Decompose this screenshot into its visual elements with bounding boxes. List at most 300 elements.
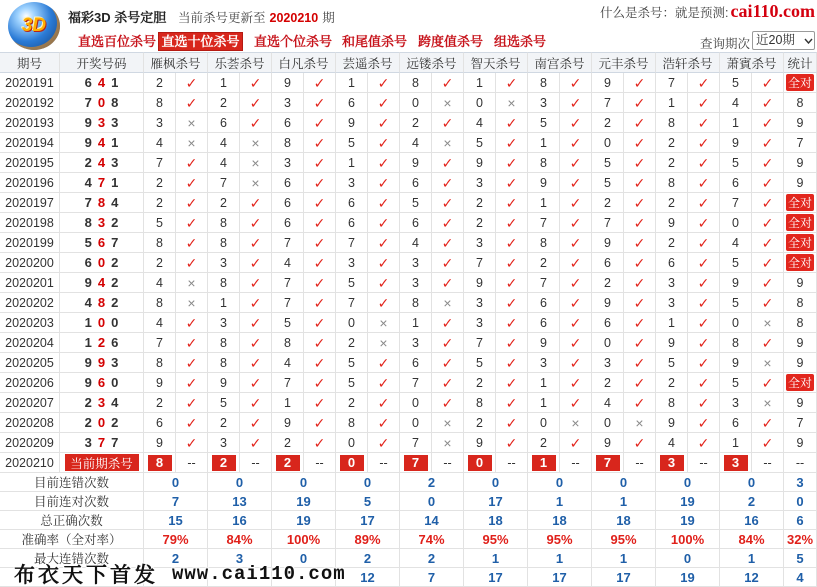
kill-cell: [464, 433, 496, 453]
current-kill-number: 0: [340, 455, 364, 471]
stats-value-cell: [592, 511, 656, 530]
stats-value-cell: [656, 549, 720, 568]
stats-value-cell: [464, 473, 528, 492]
check-icon: ✓: [185, 354, 198, 371]
mark-cell: [432, 133, 464, 153]
chevron-down-icon: [802, 32, 814, 49]
check-icon: ✓: [505, 254, 518, 271]
stats-value-cell: [400, 549, 464, 568]
stats-value: 0: [555, 474, 564, 490]
check-icon: ✓: [697, 174, 710, 191]
kill-cell: [464, 373, 496, 393]
kill-cell: [208, 93, 240, 113]
mark-cell: [432, 153, 464, 173]
issue-cell: 2020191: [0, 73, 60, 93]
update-status: [178, 8, 335, 26]
check-icon: ✓: [249, 394, 262, 411]
tab-hundreds-kill[interactable]: 直选百位杀号: [78, 34, 157, 49]
stats-value-cell: [144, 492, 208, 511]
check-icon: ✓: [441, 354, 454, 371]
stat-cell: [784, 253, 817, 273]
mark-cell: [176, 233, 208, 253]
check-icon: ✓: [633, 254, 646, 271]
mark-cell: [688, 293, 720, 313]
check-icon: ✓: [697, 154, 710, 171]
mark-cell: [368, 393, 400, 413]
mark-cell: [240, 193, 272, 213]
kill-cell: [400, 73, 432, 93]
check-icon: ✓: [569, 234, 582, 251]
kill-number: 3: [668, 295, 675, 310]
kill-cell: [272, 73, 304, 93]
mark-cell: [688, 393, 720, 413]
cross-icon: ×: [187, 274, 196, 291]
kill-cell: [144, 413, 176, 433]
kill-cell: [592, 73, 624, 93]
update-prefix: 当前杀号更新至: [178, 11, 266, 25]
kill-number: 9: [732, 355, 739, 370]
kill-cell: [336, 153, 368, 173]
draw-digit: 2: [84, 155, 92, 170]
mark-cell: [368, 153, 400, 173]
table-row: [0, 213, 817, 233]
draw-cell: [60, 113, 144, 133]
kill-number: 4: [732, 95, 739, 110]
check-icon: ✓: [441, 154, 454, 171]
logo-text: 3D: [21, 15, 47, 36]
mark-cell: [176, 153, 208, 173]
current-kill-number: 3: [724, 455, 748, 471]
mark-cell: [752, 413, 784, 433]
mark-cell: [304, 173, 336, 193]
mark-cell: [560, 373, 592, 393]
kill-cell: [720, 293, 752, 313]
stats-value-cell: [528, 511, 592, 530]
stats-value: 0: [683, 474, 692, 490]
draw-digit: 5: [84, 235, 92, 250]
kill-cell: [336, 93, 368, 113]
draw-digit: 1: [111, 175, 119, 190]
mark-cell: [752, 313, 784, 333]
mark-cell: [688, 433, 720, 453]
kill-cell: [528, 433, 560, 453]
check-icon: ✓: [569, 194, 582, 211]
mark-cell: [752, 153, 784, 173]
mark-cell: [752, 373, 784, 393]
kill-number: 5: [476, 355, 483, 370]
stats-value: 12: [744, 569, 759, 585]
kill-number: 3: [476, 295, 483, 310]
stats-value: 0: [491, 474, 500, 490]
stats-value-cell: [592, 549, 656, 568]
stats-value: 17: [488, 569, 503, 585]
kill-number: 5: [668, 355, 675, 370]
draw-digit: 8: [111, 95, 119, 110]
mark-cell: [688, 113, 720, 133]
kill-cell: [720, 433, 752, 453]
mark-cell: [240, 273, 272, 293]
kill-cell: [208, 173, 240, 193]
check-icon: ✓: [377, 374, 390, 391]
kill-number: 1: [540, 375, 547, 390]
kill-number: 0: [540, 415, 547, 430]
mark-cell: [560, 113, 592, 133]
kill-cell: [528, 393, 560, 413]
check-icon: ✓: [569, 334, 582, 351]
kill-number: 8: [540, 75, 547, 90]
table-row: [0, 193, 817, 213]
stats-value: 0: [235, 474, 244, 490]
draw-cell: [60, 133, 144, 153]
mark-cell: [624, 353, 656, 373]
check-icon: ✓: [313, 94, 326, 111]
issue-cell: 2020195: [0, 153, 60, 173]
kill-cell: [400, 353, 432, 373]
kill-cell: [720, 153, 752, 173]
stats-total: 3: [796, 474, 804, 490]
check-icon: ✓: [633, 294, 646, 311]
kill-cell: [400, 213, 432, 233]
kill-cell: [208, 373, 240, 393]
mark-cell: [368, 173, 400, 193]
mark-cell: [304, 73, 336, 93]
kill-cell: [400, 373, 432, 393]
kill-cell: [272, 233, 304, 253]
kill-cell: [464, 393, 496, 413]
tab-sum-tail-kill[interactable]: 和尾值杀号: [342, 34, 408, 49]
draw-digit: 9: [84, 375, 92, 390]
period-select[interactable]: [752, 31, 815, 50]
stats-value: 13: [232, 493, 247, 509]
kill-number: 7: [604, 215, 611, 230]
mark-cell: [624, 373, 656, 393]
kill-number: 3: [348, 255, 355, 270]
check-icon: ✓: [569, 174, 582, 191]
mark-cell: [432, 193, 464, 213]
mark-cell: [496, 413, 528, 433]
draw-digit: 0: [111, 315, 119, 330]
check-icon: ✓: [697, 294, 710, 311]
kill-number: 7: [348, 235, 355, 250]
kill-cell: [656, 153, 688, 173]
stats-value-cell: [208, 492, 272, 511]
kill-cell: [592, 313, 624, 333]
mark-cell: [688, 253, 720, 273]
kill-number: 4: [220, 155, 227, 170]
check-icon: ✓: [761, 434, 774, 451]
mark-cell: [496, 393, 528, 413]
stats-row: [0, 473, 817, 492]
kill-cell: [144, 233, 176, 253]
kill-cell: [528, 213, 560, 233]
stats-value-cell: [400, 492, 464, 511]
kill-cell: [464, 333, 496, 353]
check-icon: ✓: [505, 74, 518, 91]
draw-cell: [60, 193, 144, 213]
mark-cell: [624, 413, 656, 433]
draw-digit: 2: [111, 275, 119, 290]
kill-number: 8: [412, 295, 419, 310]
draw-digit: 3: [111, 355, 119, 370]
table-row: [0, 233, 817, 253]
draw-digit: 2: [84, 415, 92, 430]
check-icon: ✓: [569, 134, 582, 151]
kill-cell: [528, 333, 560, 353]
table-row: [0, 293, 817, 313]
tab-span-kill[interactable]: 跨度值杀号: [418, 34, 484, 49]
check-icon: ✓: [569, 254, 582, 271]
kill-number: 2: [220, 195, 227, 210]
kill-cell: [400, 333, 432, 353]
check-icon: ✓: [441, 74, 454, 91]
kill-cell: [208, 233, 240, 253]
cross-icon: ×: [443, 294, 452, 311]
check-icon: ✓: [505, 314, 518, 331]
kill-cell: [144, 393, 176, 413]
kill-number: 7: [156, 155, 163, 170]
mark-cell: [688, 373, 720, 393]
kill-number: 5: [220, 395, 227, 410]
mark-cell: [240, 113, 272, 133]
tab-tens-kill[interactable]: 直选十位杀号: [158, 32, 243, 51]
check-icon: ✓: [505, 214, 518, 231]
kill-cell: [400, 273, 432, 293]
cross-icon: ×: [507, 94, 516, 111]
kill-number: 3: [156, 115, 163, 130]
mark-cell: [496, 293, 528, 313]
draw-digit: 2: [111, 255, 119, 270]
kill-number: 2: [156, 195, 163, 210]
mark-cell: [368, 193, 400, 213]
kill-cell: [336, 73, 368, 93]
kill-number: 9: [668, 215, 675, 230]
kill-number: 1: [540, 135, 547, 150]
draw-cell: [60, 353, 144, 373]
table-row: [0, 253, 817, 273]
mark-cell: [176, 333, 208, 353]
what-is-text[interactable]: 什么是杀号：就是预测:: [600, 6, 729, 20]
stats-value: 2: [363, 550, 372, 566]
stats-value-cell: [656, 492, 720, 511]
header-stat: 统计: [784, 52, 817, 73]
kill-cell: [208, 413, 240, 433]
issue-cell: 2020200: [0, 253, 60, 273]
check-icon: ✓: [249, 314, 262, 331]
kill-cell: [720, 233, 752, 253]
mark-cell: [624, 433, 656, 453]
kill-number: 1: [220, 295, 227, 310]
kill-cell: [464, 453, 496, 473]
kill-cell: [208, 353, 240, 373]
check-icon: ✓: [441, 194, 454, 211]
kill-number: 8: [156, 235, 163, 250]
stats-value: 74%: [418, 531, 445, 547]
tab-units-kill[interactable]: 直选个位杀号: [254, 34, 333, 49]
mark-cell: [752, 193, 784, 213]
check-icon: ✓: [761, 74, 774, 91]
kill-number: 2: [668, 195, 675, 210]
kill-cell: [400, 453, 432, 473]
mark-cell: [560, 153, 592, 173]
kill-cell: [208, 333, 240, 353]
current-kill-number: 7: [596, 455, 620, 471]
table-row: [0, 333, 817, 353]
kill-number: 2: [156, 395, 163, 410]
kill-cell: [208, 153, 240, 173]
kill-number: 8: [732, 335, 739, 350]
draw-digit: 0: [97, 315, 106, 330]
mark-cell: [240, 313, 272, 333]
mark-cell: [560, 333, 592, 353]
kill-cell: [144, 313, 176, 333]
stats-label: 总正确次数: [40, 514, 103, 528]
mark-cell: [624, 113, 656, 133]
kill-number: 1: [348, 155, 355, 170]
check-icon: ✓: [505, 114, 518, 131]
kill-cell: [336, 353, 368, 373]
stats-total-cell: [784, 568, 817, 587]
check-icon: ✓: [697, 214, 710, 231]
kill-number: 3: [476, 175, 483, 190]
stat-cell: [784, 273, 817, 293]
stats-value-cell: [720, 473, 784, 492]
stat-count: 9: [796, 115, 804, 130]
stats-value-cell: [336, 492, 400, 511]
stats-value-cell: [144, 473, 208, 492]
stats-value: 1: [555, 550, 564, 566]
check-icon: ✓: [761, 214, 774, 231]
stat-cell: [784, 233, 817, 253]
kill-number: 5: [348, 135, 355, 150]
kill-number: 7: [220, 175, 227, 190]
kill-number: 9: [284, 75, 291, 90]
kill-cell: [208, 453, 240, 473]
kill-number: 8: [220, 335, 227, 350]
kill-number: 2: [476, 415, 483, 430]
mark-cell: [368, 233, 400, 253]
header-draw: 开奖号码: [60, 52, 144, 73]
mark-cell: [240, 253, 272, 273]
period-selected-value: 近20期: [756, 33, 795, 47]
kill-cell: [464, 413, 496, 433]
kill-cell: [144, 353, 176, 373]
kill-number: 8: [220, 235, 227, 250]
mark-cell: [240, 133, 272, 153]
mark-cell: [496, 433, 528, 453]
draw-cell: [60, 273, 144, 293]
kill-number: 8: [476, 395, 483, 410]
check-icon: ✓: [633, 234, 646, 251]
issue-cell: 2020205: [0, 353, 60, 373]
check-icon: ✓: [633, 174, 646, 191]
kill-number: 6: [284, 215, 291, 230]
current-kill-number: 8: [148, 455, 172, 471]
table-row: [0, 173, 817, 193]
draw-cell: [60, 253, 144, 273]
stat-cell: [784, 173, 817, 193]
kill-cell: [592, 333, 624, 353]
stats-value-cell: [528, 568, 592, 587]
kill-cell: [144, 153, 176, 173]
kill-cell: [464, 113, 496, 133]
mark-cell: [240, 153, 272, 173]
site-link[interactable]: cai110.com: [730, 1, 815, 21]
draw-digit: 4: [111, 395, 119, 410]
kill-number: 3: [284, 155, 291, 170]
kill-cell: [272, 93, 304, 113]
table-row: [0, 153, 817, 173]
kill-cell: [400, 233, 432, 253]
kill-cell: [144, 333, 176, 353]
stats-total: 32%: [786, 531, 814, 547]
kill-number: 2: [604, 195, 611, 210]
stats-value: 17: [552, 569, 567, 585]
kill-cell: [528, 253, 560, 273]
draw-digit: 4: [97, 155, 106, 170]
kill-cell: [400, 293, 432, 313]
issue-cell: 2020206: [0, 373, 60, 393]
draw-digit: 7: [97, 435, 106, 450]
mark-cell: [432, 213, 464, 233]
pending-placeholder: --: [507, 455, 516, 470]
kill-number: 0: [412, 395, 419, 410]
kill-cell: [656, 433, 688, 453]
kill-number: 4: [284, 255, 291, 270]
draw-cell: [60, 333, 144, 353]
check-icon: ✓: [761, 254, 774, 271]
check-icon: ✓: [377, 354, 390, 371]
cross-icon: ×: [187, 294, 196, 311]
mark-cell: [304, 373, 336, 393]
kill-cell: [656, 413, 688, 433]
draw-digit: 9: [84, 355, 92, 370]
mark-cell: [752, 273, 784, 293]
kill-number: 4: [220, 135, 227, 150]
kill-number: 3: [284, 95, 291, 110]
stats-value-cell: [720, 549, 784, 568]
cross-icon: ×: [187, 114, 196, 131]
check-icon: ✓: [377, 254, 390, 271]
check-icon: ✓: [377, 234, 390, 251]
tab-group-kill[interactable]: 组选杀号: [494, 34, 547, 49]
kill-cell: [592, 133, 624, 153]
kill-cell: [336, 413, 368, 433]
mark-cell: [176, 293, 208, 313]
draw-cell: [60, 373, 144, 393]
kill-number: 7: [668, 75, 675, 90]
kill-number: 6: [668, 255, 675, 270]
kill-cell: [144, 173, 176, 193]
kill-cell: [464, 213, 496, 233]
stats-value: 1: [619, 550, 628, 566]
pending-placeholder: --: [187, 455, 196, 470]
mark-cell: [368, 73, 400, 93]
draw-cell: [60, 393, 144, 413]
kill-cell: [336, 233, 368, 253]
stats-value-cell: [656, 511, 720, 530]
mark-cell: [304, 133, 336, 153]
stats-value: 1: [555, 493, 564, 509]
site-logo[interactable]: [8, 2, 60, 50]
kill-number: 4: [156, 135, 163, 150]
kill-number: 4: [284, 355, 291, 370]
mark-cell: [496, 233, 528, 253]
draw-cell: [60, 293, 144, 313]
mark-cell: [368, 293, 400, 313]
kill-cell: [144, 433, 176, 453]
kill-cell: [720, 393, 752, 413]
stats-value: 1: [619, 493, 628, 509]
